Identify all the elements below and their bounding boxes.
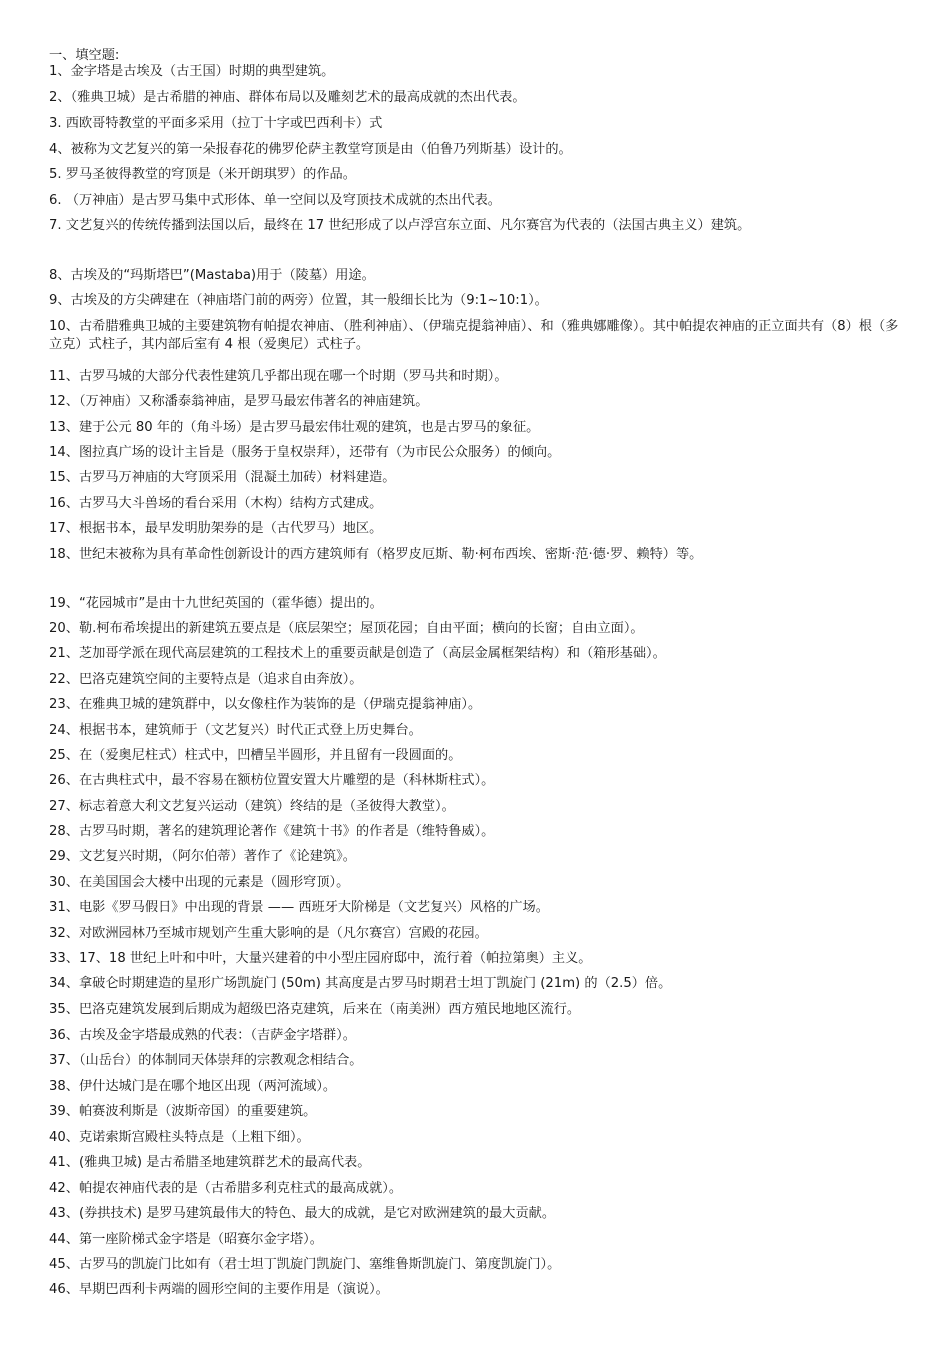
question-item: 40、克诺索斯宫殿柱头特点是（上粗下细）。 [49,1130,310,1145]
question-item: 3. 西欧哥特教堂的平面多采用（拉丁十字或巴西利卡）式 [49,116,383,131]
question-item: 42、帕提农神庙代表的是（古希腊多利克柱式的最高成就）。 [49,1181,403,1196]
question-item: 1、金字塔是古埃及（古王国）时期的典型建筑。 [49,64,335,79]
question-item: 46、早期巴西利卡两端的圆形空间的主要作用是（演说）。 [49,1282,389,1297]
question-item: 45、古罗马的凯旋门比如有（君士坦丁凯旋门凯旋门、塞维鲁斯凯旋门、第度凯旋门）。 [49,1257,561,1272]
question-item: 38、伊什达城门是在哪个地区出现（两河流域）。 [49,1079,337,1094]
question-item: 25、在（爱奥尼柱式）柱式中，凹槽呈半圆形，并且留有一段圆面的。 [49,748,462,763]
question-item: 24、根据书本，建筑师于（文艺复兴）时代正式登上历史舞台。 [49,723,422,738]
question-item: 44、第一座阶梯式金字塔是（昭赛尔金字塔）。 [49,1232,323,1247]
question-item: 8、古埃及的“玛斯塔巴”(Mastaba)用于（陵墓）用途。 [49,268,375,283]
question-item: 22、巴洛克建筑空间的主要特点是（追求自由奔放）。 [49,672,363,687]
question-item: 43、(券拱技术) 是罗马建筑最伟大的特色、最大的成就，是它对欧洲建筑的最大贡献。 [49,1206,556,1221]
question-item: 9、古埃及的方尖碑建在（神庙塔门前的两旁）位置，其一般细长比为（9:1~10:1）。 [49,293,548,308]
question-item: 27、标志着意大利文艺复兴运动（建筑）终结的是（圣彼得大教堂）。 [49,799,455,814]
question-item: 21、芝加哥学派在现代高层建筑的工程技术上的重要贡献是创造了（高层金属框架结构）和（箱形基础）。 [49,646,666,661]
question-item: 14、图拉真广场的设计主旨是（服务于皇权崇拜），还带有（为市民公众服务）的倾向。 [49,445,561,460]
question-item: 33、17、18 世纪上叶和中叶，大量兴建着的中小型庄园府邸中，流行着（帕拉第奥）主义。 [49,951,592,966]
question-item: 34、拿破仑时期建造的星形广场凯旋门 (50m) 其高度是古罗马时期君士坦丁凯旋门 (21m) 的（2.5）倍。 [49,976,672,991]
question-item: 15、古罗马万神庙的大穹顶采用（混凝土加砖）材料建造。 [49,470,396,485]
question-item: 13、建于公元 80 年的（角斗场）是古罗马最宏伟壮观的建筑，也是古罗马的象征。 [49,420,540,435]
question-item: 41、(雅典卫城) 是古希腊圣地建筑群艺术的最高代表。 [49,1155,371,1170]
question-item: 10、古希腊雅典卫城的主要建筑物有帕提农神庙、（胜利神庙）、（伊瑞克提翁神庙）、和（雅典娜雕像）。其中帕提农神庙的正立面共有（8）根（多立克）式柱子，其内部后室有 4 根（爱奥尼）式柱子。 [49,319,899,352]
question-item: 32、对欧洲园林乃至城市规划产生重大影响的是（凡尔赛宫）宫殿的花园。 [49,926,488,941]
question-item: 19、“花园城市”是由十九世纪英国的（霍华德）提出的。 [49,596,383,611]
question-item: 11、古罗马城的大部分代表性建筑几乎都出现在哪一个时期（罗马共和时期）。 [49,369,508,384]
section-heading: 一、填空题: [49,48,120,63]
question-item: 4、被称为文艺复兴的第一朵报春花的佛罗伦萨主教堂穹顶是由（伯鲁乃列斯基）设计的。 [49,142,572,157]
question-item: 37、（山岳台）的体制同天体崇拜的宗教观念相结合。 [49,1053,363,1068]
question-item: 35、巴洛克建筑发展到后期成为超级巴洛克建筑，后来在（南美洲）西方殖民地地区流行。 [49,1002,581,1017]
question-item: 18、世纪末被称为具有革命性创新设计的西方建筑师有（格罗皮厄斯、勒·柯布西埃、密斯·范·德·罗、赖特）等。 [49,547,703,562]
question-item: 23、在雅典卫城的建筑群中，以女像柱作为装饰的是（伊瑞克提翁神庙）。 [49,697,482,712]
question-item: 17、根据书本，最早发明肋架券的是（古代罗马）地区。 [49,521,383,536]
question-item: 26、在古典柱式中，最不容易在额枋位置安置大片雕塑的是（科林斯柱式）。 [49,773,495,788]
question-item: 12、（万神庙）又称潘泰翁神庙，是罗马最宏伟著名的神庙建筑。 [49,394,429,409]
question-item: 5. 罗马圣彼得教堂的穹顶是（米开朗琪罗）的作品。 [49,167,356,182]
question-item: 6. （万神庙）是古罗马集中式形体、单一空间以及穹顶技术成就的杰出代表。 [49,193,501,208]
question-item: 16、古罗马大斗兽场的看台采用（木构）结构方式建成。 [49,496,383,511]
question-item: 39、帕赛波利斯是（波斯帝国）的重要建筑。 [49,1104,317,1119]
question-item: 2、（雅典卫城）是古希腊的神庙、群体布局以及雕刻艺术的最高成就的杰出代表。 [49,90,526,105]
question-item: 29、文艺复兴时期，（阿尔伯蒂）著作了《论建筑》。 [49,849,356,864]
question-item: 36、古埃及金字塔最成熟的代表：（吉萨金字塔群）。 [49,1028,356,1043]
question-item: 31、电影《罗马假日》中出现的背景 —— 西班牙大阶梯是（文艺复兴）风格的广场。 [49,900,549,915]
question-item: 28、古罗马时期，著名的建筑理论著作《建筑十书》的作者是（维特鲁威）。 [49,824,495,839]
question-item: 30、在美国国会大楼中出现的元素是（圆形穹顶）。 [49,875,350,890]
question-item: 20、勒.柯布希埃提出的新建筑五要点是（底层架空；屋顶花园；自由平面；横向的长窗；自由立面）。 [49,621,644,636]
question-item: 7. 文艺复兴的传统传播到法国以后，最终在 17 世纪形成了以卢浮宫东立面、凡尔赛宫为代表的（法国古典主义）建筑。 [49,218,751,233]
